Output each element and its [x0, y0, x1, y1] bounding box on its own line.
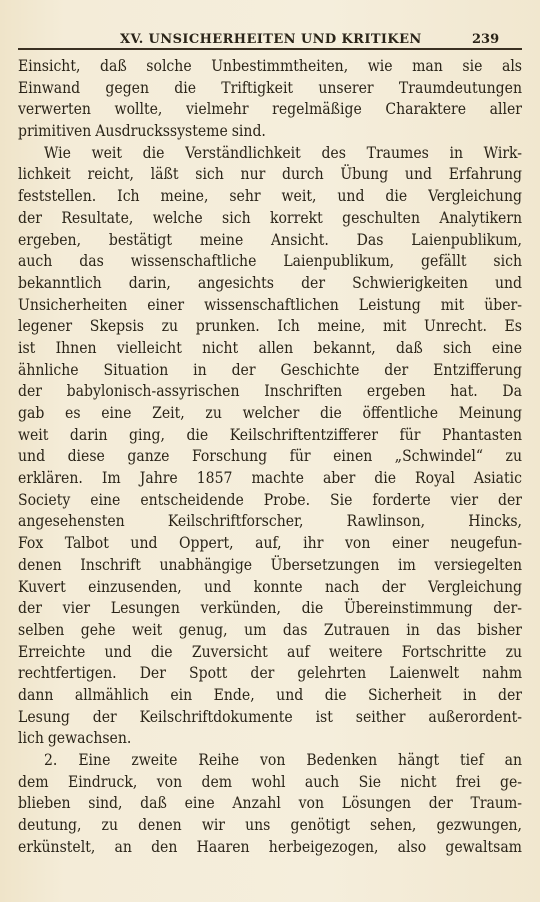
text-line: ähnliche Situation in der Geschichte der Entzifferung [18, 360, 522, 379]
text-line: lich gewachsen. [18, 729, 132, 748]
text-line: und diese ganze Forschung für einen „Schwindel“ zu [18, 447, 522, 466]
text-line: lichkeit reicht, läßt sich nur durch Übung und Erfahrung [18, 165, 522, 184]
text-line: Fox Talbot und Oppert, auf, ihr von einer neugefun- [18, 534, 522, 553]
page-number: 239 [472, 32, 500, 47]
text-line: primitiven Ausdruckssysteme sind. [18, 122, 266, 141]
text-line: 2. Eine zweite Reihe von Bedenken hängt tief an [44, 751, 522, 769]
text-line: dem Eindruck, von dem wohl auch Sie nicht frei ge- [18, 772, 522, 791]
text-line: deutung, zu denen wir uns genötigt sehen, gezwungen, [18, 816, 522, 835]
text-line: ist Ihnen vielleicht nicht allen bekannt, daß sich eine [18, 338, 522, 357]
text-line: auch das wissenschaftliche Laienpublikum, gefällt sich [18, 252, 522, 271]
text-line: Society eine entscheidende Probe. Sie forderte vier der [18, 490, 522, 509]
header-rule [18, 48, 522, 50]
text-line: erklären. Im Jahre 1857 machte aber die Royal Asiatic [18, 469, 522, 488]
text-line: denen Inschrift unabhängige Übersetzungen im versiegelten [18, 555, 522, 574]
text-line: Kuvert einzusenden, und konnte nach der Vergleichung [18, 577, 522, 596]
text-line: ergeben, bestätigt meine Ansicht. Das Laienpublikum, [18, 230, 522, 249]
text-line: bekanntlich darin, angesichts der Schwierigkeiten und [18, 273, 522, 292]
text-line: Unsicherheiten einer wissenschaftlichen Leistung mit über- [18, 295, 522, 314]
text-line: feststellen. Ich meine, sehr weit, und die Vergleichung [18, 187, 522, 206]
text-line: gab es eine Zeit, zu welcher die öffentliche Meinung [18, 404, 522, 422]
running-head-title: XV. UNSICHERHEITEN UND KRITIKEN [120, 32, 422, 47]
running-head [0, 28, 540, 50]
text-line: Wie weit die Verständlichkeit des Traumes in Wirk- [44, 143, 522, 162]
text-line: verwerten wollte, vielmehr regelmäßige Charaktere aller [18, 100, 522, 119]
text-line: der babylonisch-assyrischen Inschriften ergeben hat. Da [18, 382, 522, 401]
text-line: Erreichte und die Zuversicht auf weitere Fortschritte zu [18, 642, 522, 661]
text-line: legener Skepsis zu prunken. Ich meine, mit Unrecht. Es [18, 317, 522, 336]
text-line: blieben sind, daß eine Anzahl von Lösungen der Traum- [18, 794, 522, 813]
text-line: der vier Lesungen verkünden, die Übereinstimmung der- [18, 599, 522, 618]
text-line: der Resultate, welche sich korrekt geschulten Analytikern [18, 208, 522, 227]
text-line: rechtfertigen. Der Spott der gelehrten Laienwelt nahm [18, 664, 522, 683]
text-line: weit darin ging, die Keilschriftentzifferer für Phantasten [18, 425, 522, 444]
text-line: erkünstelt, an den Haaren herbeigezogen, also gewaltsam [18, 837, 522, 856]
body-text [18, 56, 522, 858]
text-line: selben gehe weit genug, um das Zutrauen in das bisher [18, 620, 522, 639]
text-line: dann allmählich ein Ende, und die Sicherheit in der [18, 685, 522, 704]
text-line: Einwand gegen die Triftigkeit unserer Traumdeutungen [18, 78, 522, 97]
text-line: Einsicht, daß solche Unbestimmtheiten, wie man sie als [18, 57, 522, 75]
text-line: Lesung der Keilschriftdokumente ist seither außerordent- [18, 707, 522, 726]
text-line: angesehensten Keilschriftforscher, Rawlinson, Hincks, [18, 512, 522, 531]
